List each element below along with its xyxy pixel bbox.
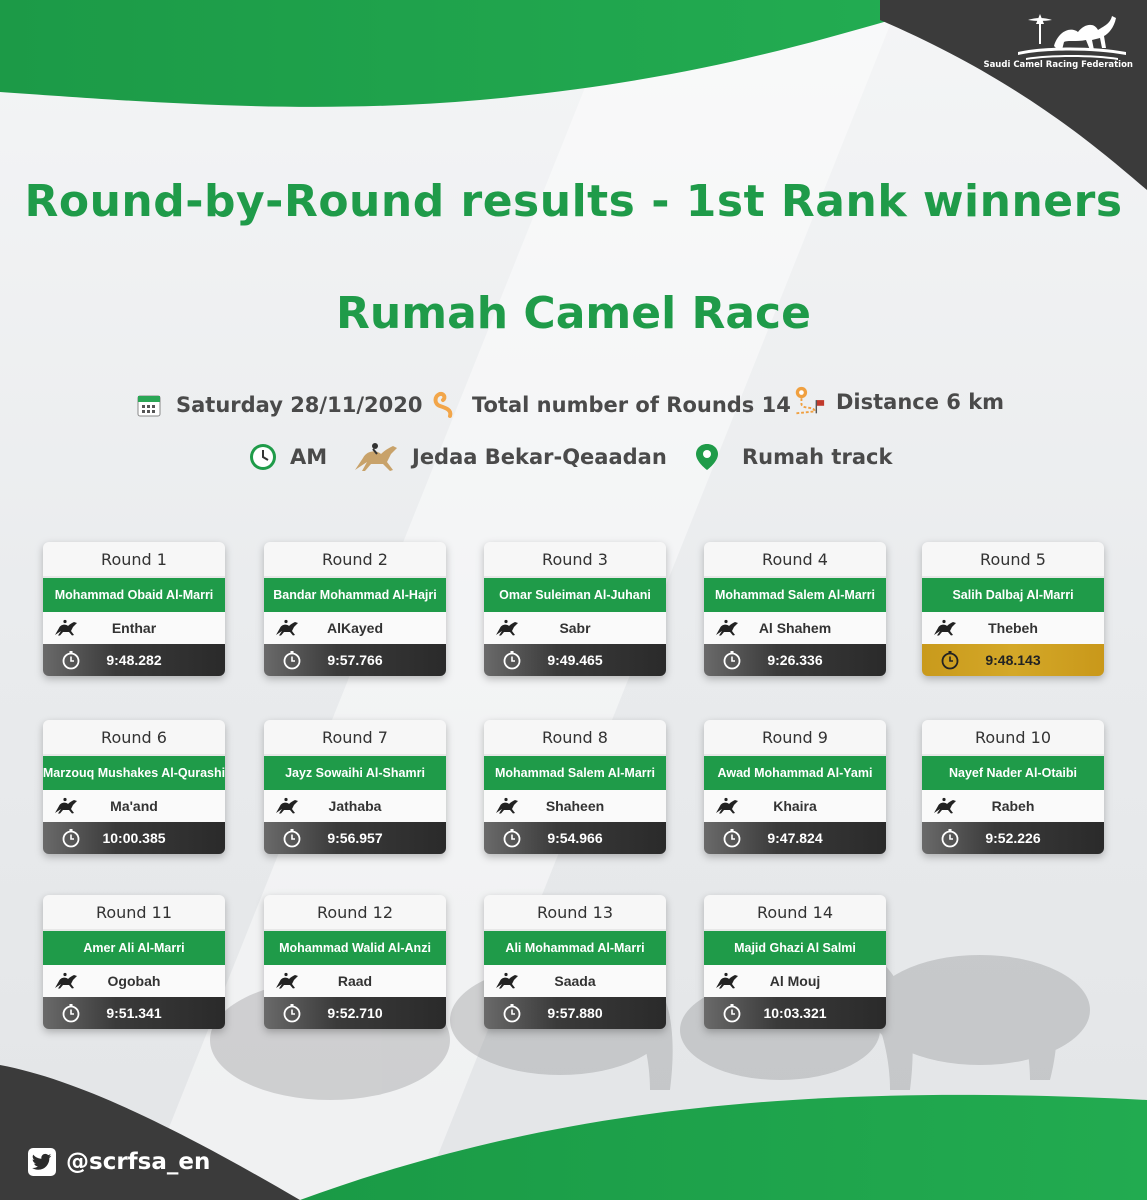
- camel-icon: [494, 797, 520, 815]
- round-label: Round 6: [43, 720, 225, 754]
- race-time: 9:56.957: [327, 830, 383, 846]
- camel-row: [922, 612, 1104, 644]
- round-card: [704, 895, 886, 1031]
- camel-icon: [53, 797, 79, 815]
- owner-name: Mohammad Salem Al-Marri: [484, 754, 666, 790]
- race-time: 9:48.143: [985, 652, 1041, 668]
- camel-icon: [932, 797, 958, 815]
- round-label: Round 12: [264, 895, 446, 929]
- race-time: 9:52.710: [327, 1005, 383, 1021]
- round-card: [264, 895, 446, 1031]
- camel-name: Jathaba: [328, 798, 382, 814]
- info-track: [690, 440, 892, 474]
- race-time: 10:00.385: [102, 830, 166, 846]
- round-card: [484, 542, 666, 678]
- stopwatch-icon: [61, 650, 81, 670]
- distance-icon: [792, 385, 826, 419]
- owner-name: Awad Mohammad Al-Yami: [704, 754, 886, 790]
- race-time: 9:51.341: [106, 1005, 162, 1021]
- category-label: Jedaa Bekar-Qeaadan: [412, 445, 667, 469]
- camel-row: [484, 790, 666, 822]
- camel-name: AlKayed: [326, 620, 384, 636]
- camel-row: [922, 790, 1104, 822]
- round-card: [43, 542, 225, 678]
- date-label: Saturday 28/11/2020: [176, 393, 423, 417]
- info-category: [346, 440, 667, 474]
- owner-name: Nayef Nader Al-Otaibi: [922, 754, 1104, 790]
- camel-rider-icon: [346, 440, 402, 474]
- race-time: 9:52.226: [985, 830, 1041, 846]
- camel-row: [704, 790, 886, 822]
- rounds-label: Total number of Rounds 14: [472, 393, 791, 417]
- camel-icon: [714, 972, 740, 990]
- time-row: [264, 644, 446, 676]
- round-label: Round 8: [484, 720, 666, 754]
- round-label: Round 7: [264, 720, 446, 754]
- camel-row: [43, 965, 225, 997]
- time-row: [704, 644, 886, 676]
- camel-name: Ogobah: [107, 973, 161, 989]
- stopwatch-icon: [722, 1003, 742, 1023]
- owner-name: Mohammad Obaid Al-Marri: [43, 576, 225, 612]
- round-label: Round 3: [484, 542, 666, 576]
- rounds-icon: [428, 388, 462, 422]
- owner-name: Ali Mohammad Al-Marri: [484, 929, 666, 965]
- camel-name: Al Mouj: [769, 973, 821, 989]
- owner-name: Mohammad Salem Al-Marri: [704, 576, 886, 612]
- time-row: [922, 644, 1104, 676]
- camel-name: Enthar: [111, 620, 157, 636]
- twitter-icon: [28, 1148, 56, 1176]
- owner-name: Mohammad Walid Al-Anzi: [264, 929, 446, 965]
- owner-name: Bandar Mohammad Al-Hajri: [264, 576, 446, 612]
- owner-name: Majid Ghazi Al Salmi: [704, 929, 886, 965]
- stopwatch-icon: [282, 650, 302, 670]
- round-label: Round 5: [922, 542, 1104, 576]
- round-card: [484, 720, 666, 856]
- camel-name: Shaheen: [545, 798, 605, 814]
- race-time: 9:57.766: [327, 652, 383, 668]
- time-row: [704, 997, 886, 1029]
- twitter-handle[interactable]: @scrfsa_en: [66, 1149, 211, 1175]
- stopwatch-icon: [940, 828, 960, 848]
- owner-name: Jayz Sowaihi Al-Shamri: [264, 754, 446, 790]
- owner-name: Omar Suleiman Al-Juhani: [484, 576, 666, 612]
- time-row: [43, 822, 225, 854]
- twitter-footer[interactable]: [28, 1148, 210, 1176]
- camel-row: [43, 612, 225, 644]
- stopwatch-icon: [940, 650, 960, 670]
- round-label: Round 1: [43, 542, 225, 576]
- round-card: [922, 720, 1104, 856]
- camel-row: [264, 790, 446, 822]
- time-label: AM: [290, 445, 328, 469]
- round-label: Round 13: [484, 895, 666, 929]
- camel-row: [264, 612, 446, 644]
- logo-caption: Saudi Camel Racing Federation: [983, 60, 1133, 70]
- camel-icon: [494, 619, 520, 637]
- camel-name: Raad: [337, 973, 373, 989]
- camel-icon: [932, 619, 958, 637]
- stopwatch-icon: [61, 1003, 81, 1023]
- camel-row: [484, 965, 666, 997]
- stopwatch-icon: [61, 828, 81, 848]
- time-row: [704, 822, 886, 854]
- camel-icon: [494, 972, 520, 990]
- info-date: [132, 388, 422, 422]
- camel-name: Al Shahem: [758, 620, 832, 636]
- stopwatch-icon: [722, 828, 742, 848]
- track-label: Rumah track: [742, 445, 893, 469]
- stopwatch-icon: [502, 1003, 522, 1023]
- stopwatch-icon: [282, 1003, 302, 1023]
- time-row: [484, 644, 666, 676]
- time-row: [43, 997, 225, 1029]
- time-row: [484, 822, 666, 854]
- owner-name: Salih Dalbaj Al-Marri: [922, 576, 1104, 612]
- page-title: Round-by-Round results - 1st Rank winners: [24, 176, 1123, 227]
- race-name: Rumah Camel Race: [336, 288, 811, 339]
- round-label: Round 10: [922, 720, 1104, 754]
- round-card: [704, 542, 886, 678]
- owner-name: Amer Ali Al-Marri: [43, 929, 225, 965]
- race-time: 9:57.880: [547, 1005, 603, 1021]
- round-card: [43, 720, 225, 856]
- camel-name: Saada: [554, 973, 596, 989]
- race-time: 9:54.966: [547, 830, 603, 846]
- camel-icon: [274, 797, 300, 815]
- round-card: [264, 542, 446, 678]
- location-pin-icon: [690, 440, 724, 474]
- camel-icon: [714, 619, 740, 637]
- time-row: [484, 997, 666, 1029]
- camel-row: [484, 612, 666, 644]
- round-label: Round 14: [704, 895, 886, 929]
- time-row: [264, 997, 446, 1029]
- round-card: [922, 542, 1104, 678]
- race-time: 9:48.282: [106, 652, 162, 668]
- camel-icon: [274, 972, 300, 990]
- race-time: 9:49.465: [547, 652, 603, 668]
- stopwatch-icon: [282, 828, 302, 848]
- calendar-icon: [132, 388, 166, 422]
- camel-row: [704, 612, 886, 644]
- round-label: Round 4: [704, 542, 886, 576]
- race-time: 10:03.321: [763, 1005, 827, 1021]
- camel-icon: [53, 619, 79, 637]
- round-card: [43, 895, 225, 1031]
- camel-name: Sabr: [559, 620, 591, 636]
- camel-icon: [274, 619, 300, 637]
- stopwatch-icon: [502, 828, 522, 848]
- round-card: [264, 720, 446, 856]
- camel-row: [264, 965, 446, 997]
- camel-name: Rabeh: [991, 798, 1035, 814]
- info-rounds: [428, 388, 791, 422]
- info-distance: [792, 385, 1004, 419]
- time-row: [264, 822, 446, 854]
- race-time: 9:47.824: [767, 830, 823, 846]
- time-row: [922, 822, 1104, 854]
- owner-name: Marzouq Mushakes Al-Qurashi: [43, 754, 225, 790]
- info-time: [246, 440, 327, 474]
- camel-name: Khaira: [773, 798, 817, 814]
- round-label: Round 2: [264, 542, 446, 576]
- camel-icon: [53, 972, 79, 990]
- clock-icon: [246, 440, 280, 474]
- time-row: [43, 644, 225, 676]
- camel-name: Ma'and: [110, 798, 158, 814]
- camel-icon: [714, 797, 740, 815]
- round-card: [704, 720, 886, 856]
- round-card: [484, 895, 666, 1031]
- round-label: Round 11: [43, 895, 225, 929]
- stopwatch-icon: [502, 650, 522, 670]
- camel-row: [43, 790, 225, 822]
- round-label: Round 9: [704, 720, 886, 754]
- stopwatch-icon: [722, 650, 742, 670]
- camel-name: Thebeh: [988, 620, 1038, 636]
- distance-label: Distance 6 km: [836, 390, 1005, 414]
- race-time: 9:26.336: [767, 652, 823, 668]
- camel-row: [704, 965, 886, 997]
